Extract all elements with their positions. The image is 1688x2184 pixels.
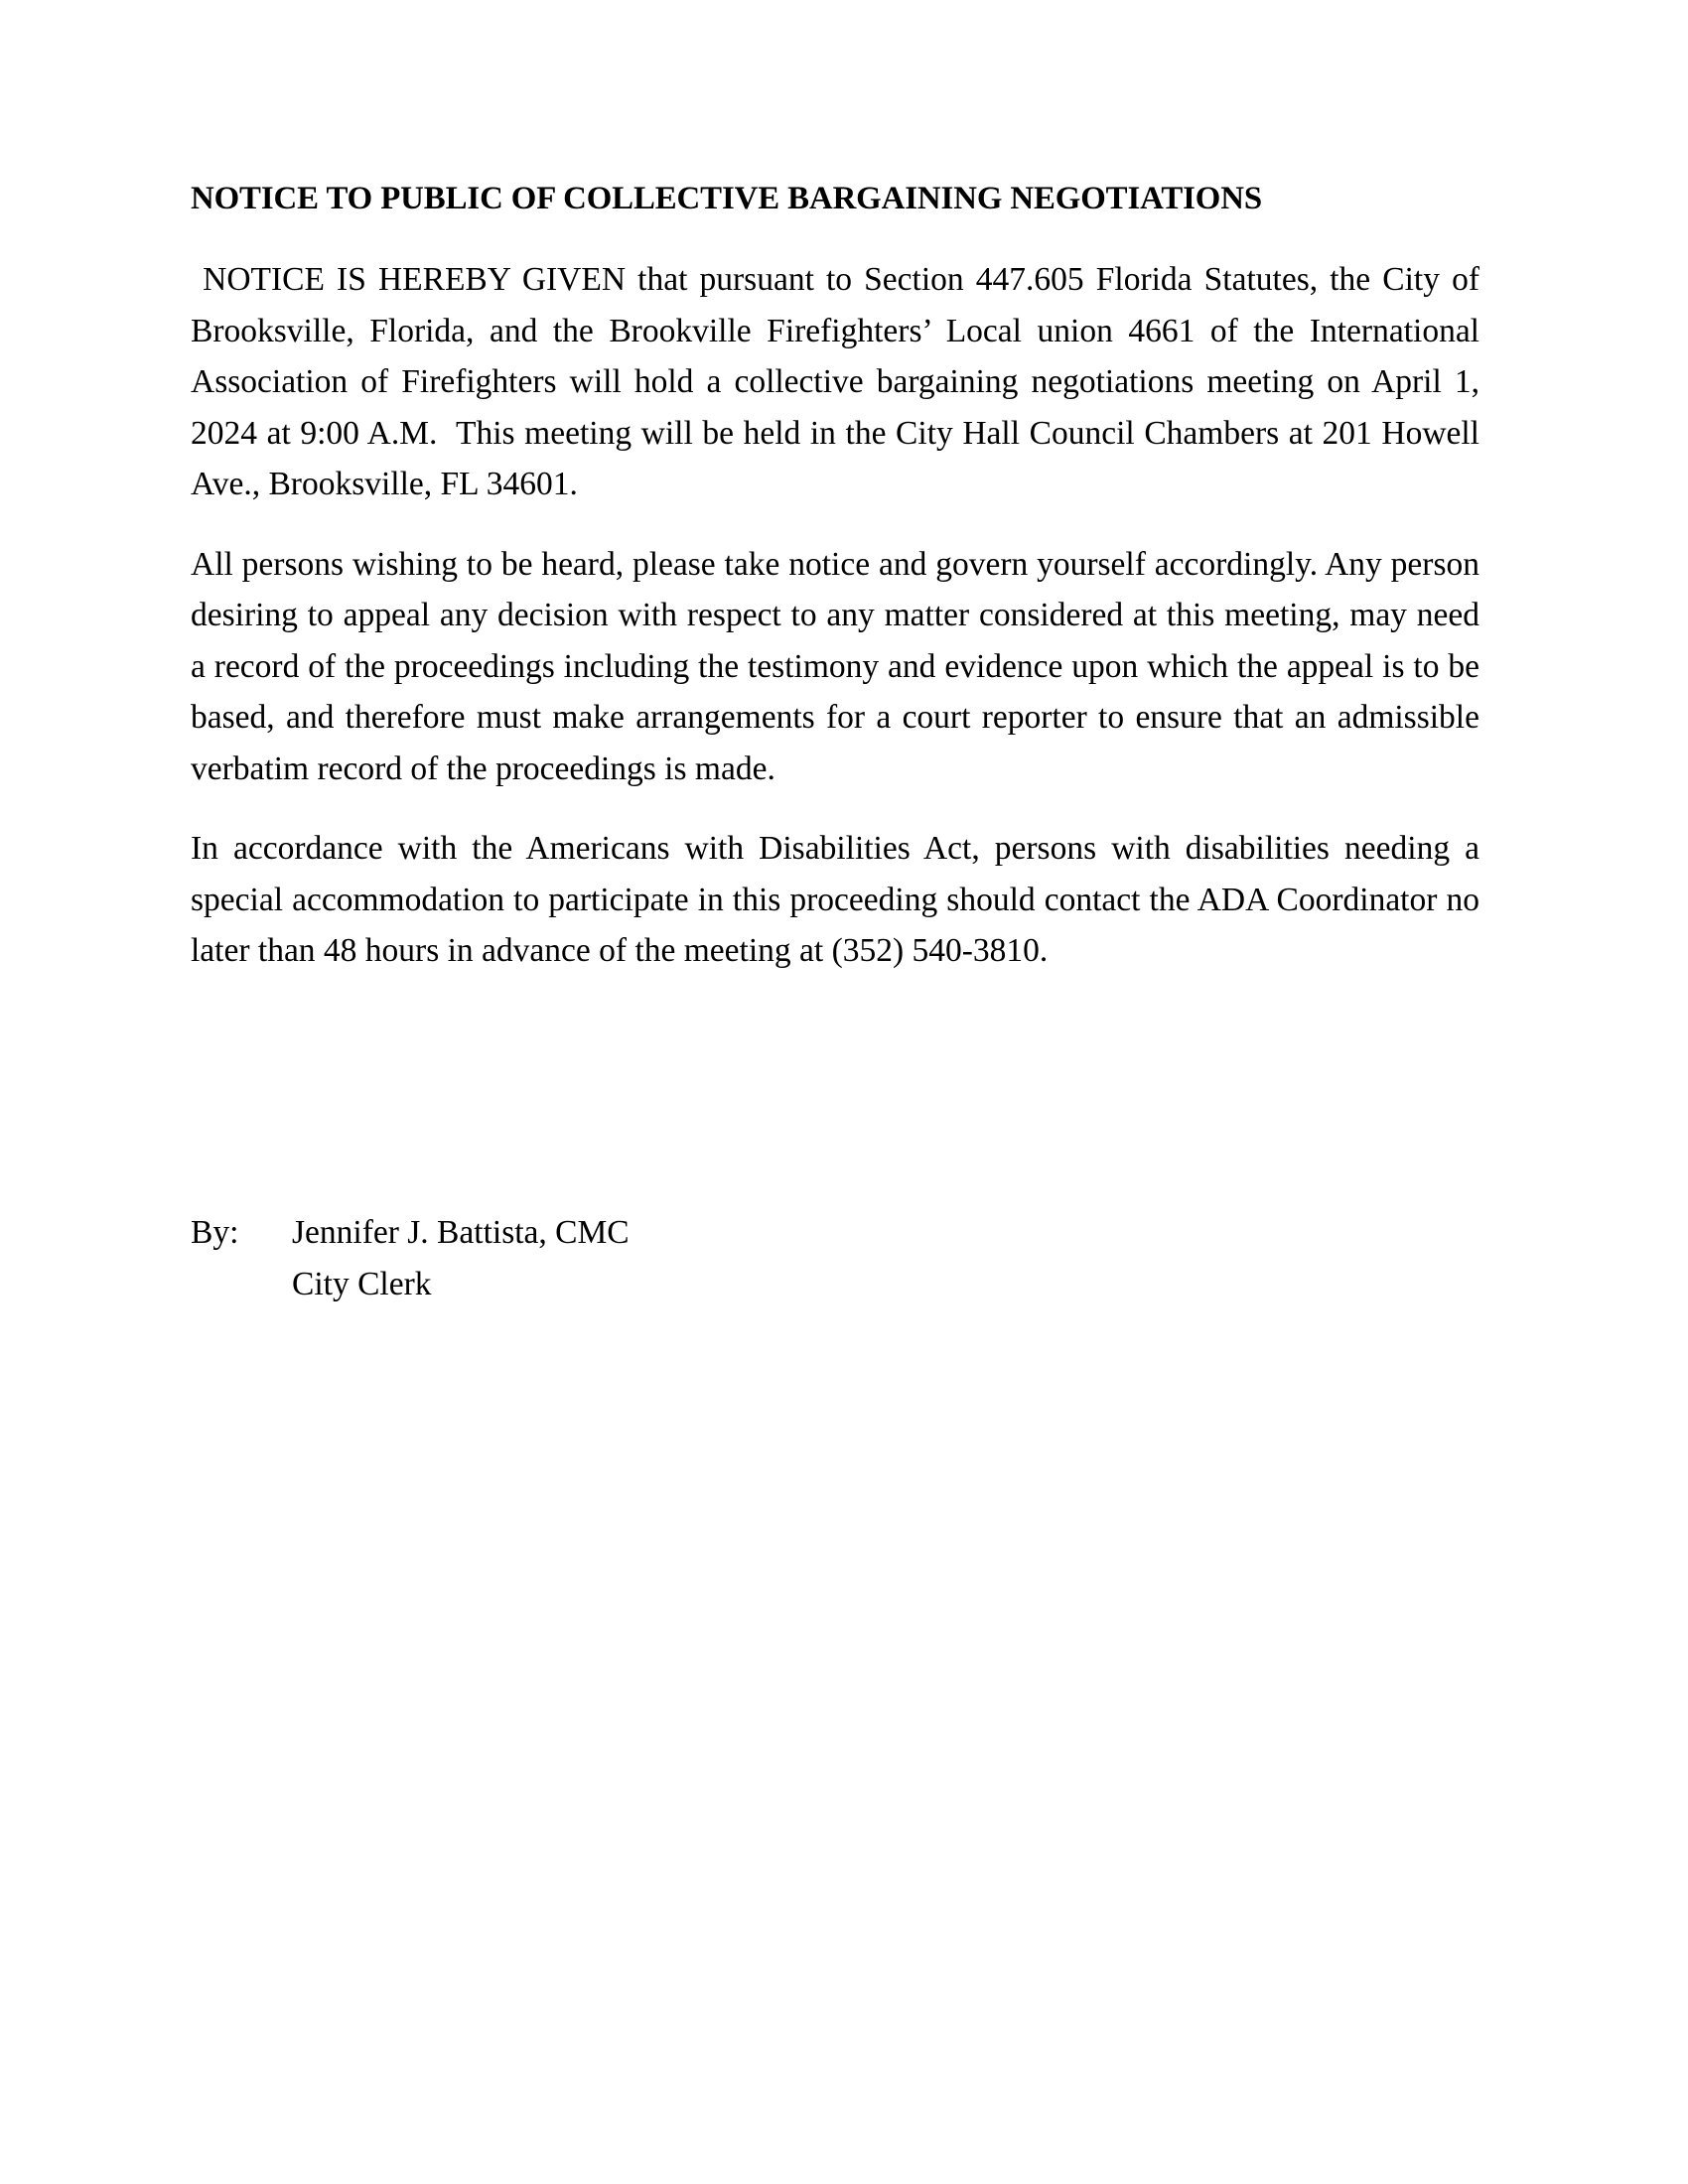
signature-by-label: By: xyxy=(191,1214,239,1251)
page-title: NOTICE TO PUBLIC OF COLLECTIVE BARGAINING NEGOTIATIONS xyxy=(191,181,1263,216)
signature-name: Jennifer J. Battista, CMC xyxy=(292,1214,630,1251)
paragraph-notice-given: NOTICE IS HEREBY GIVEN that pursuant to Section 447.605 Florida Statutes, the City of Brooksville, Florida, and the Brookville Firefighters’ Local union 4661 of the International Association of Firefighters will hold a collective bargaining negotiations meeting on April 1, 2024 at 9:00 A.M. This meeting will be held in the City Hall Council Chambers at 201 Howell Ave., Brooksville, FL 34601. xyxy=(191,261,1488,502)
document-body xyxy=(191,177,1488,977)
signature-role: City Clerk xyxy=(292,1265,432,1302)
signature-block xyxy=(191,1207,1084,1309)
paragraph-ada-notice: In accordance with the Americans with Disabilities Act, persons with disabilities needing a special accommodation to participate in this proceeding should contact the ADA Coordinator no later than 48 hours in advance of the meeting at (352) 540-3810. xyxy=(191,830,1488,969)
signature-name-row xyxy=(191,1207,1084,1259)
paragraph-appeal-notice: All persons wishing to be heard, please take notice and govern yourself accordingly. Any person desiring to appeal any decision with respect to any matter considered at this meeting, may need a record of the proceedings including the testimony and evidence upon which the appeal is to be based, and therefore must make arrangements for a court reporter to ensure that an admissible verbatim record of the proceedings is made. xyxy=(191,545,1488,787)
